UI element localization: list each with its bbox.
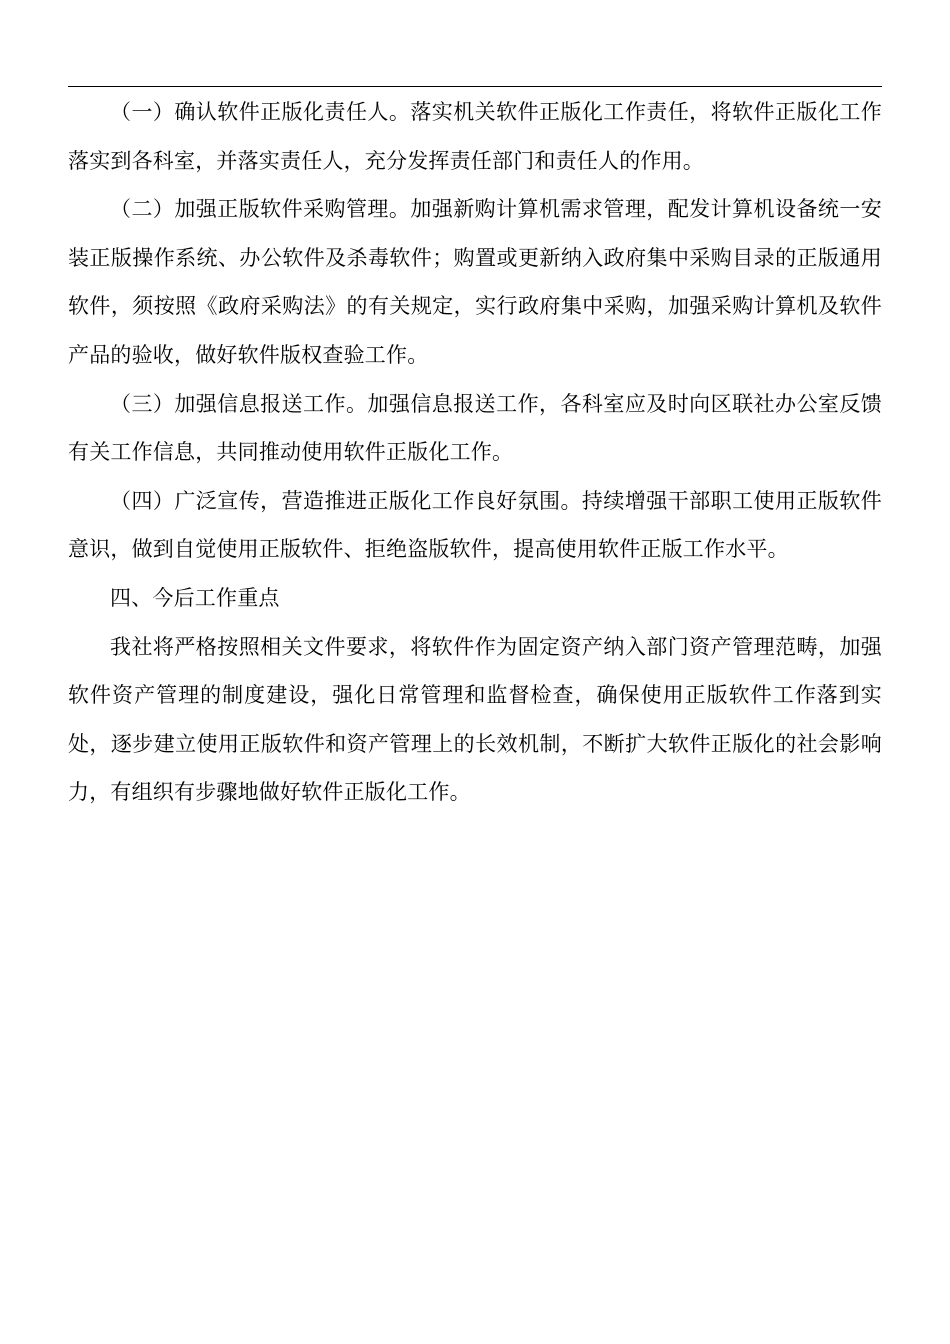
header-rule — [68, 86, 882, 87]
paragraph-information-reporting: （三）加强信息报送工作。加强信息报送工作，各科室应及时向区联社办公室反馈有关工作信息，共同推动使用软件正版化工作。 — [68, 391, 882, 465]
paragraph-confirm-responsible-person: （一）确认软件正版化责任人。落实机关软件正版化工作责任，将软件正版化工作落实到各科室，并落实责任人，充分发挥责任部门和责任人的作用。 — [68, 100, 882, 173]
paragraph-future-work: 我社将严格按照相关文件要求，将软件作为固定资产纳入部门资产管理范畴，加强软件资产管理的制度建设，强化日常管理和监督检查，确保使用正版软件工作落到实处，逐步建立使用正版软件和资产管理上的长效机制，不断扩大软件正版化的社会影响力，有组织有步骤地做好软件正版化工作。 — [68, 634, 882, 805]
section-heading-future-work: 四、今后工作重点 — [110, 585, 280, 610]
paragraph-publicity: （四）广泛宣传，营造推进正版化工作良好氛围。持续增强干部职工使用正版软件意识，做到自觉使用正版软件、拒绝盗版软件，提高使用软件正版工作水平。 — [68, 488, 882, 562]
document-body — [68, 88, 882, 817]
paragraph-procurement-management: （二）加强正版软件采购管理。加强新购计算机需求管理，配发计算机设备统一安装正版操作系统、办公软件及杀毒软件；购置或更新纳入政府集中采购目录的正版通用软件，须按照《政府采购法》的有关规定，实行政府集中采购，加强采购计算机及软件产品的验收，做好软件版权查验工作。 — [68, 197, 882, 367]
